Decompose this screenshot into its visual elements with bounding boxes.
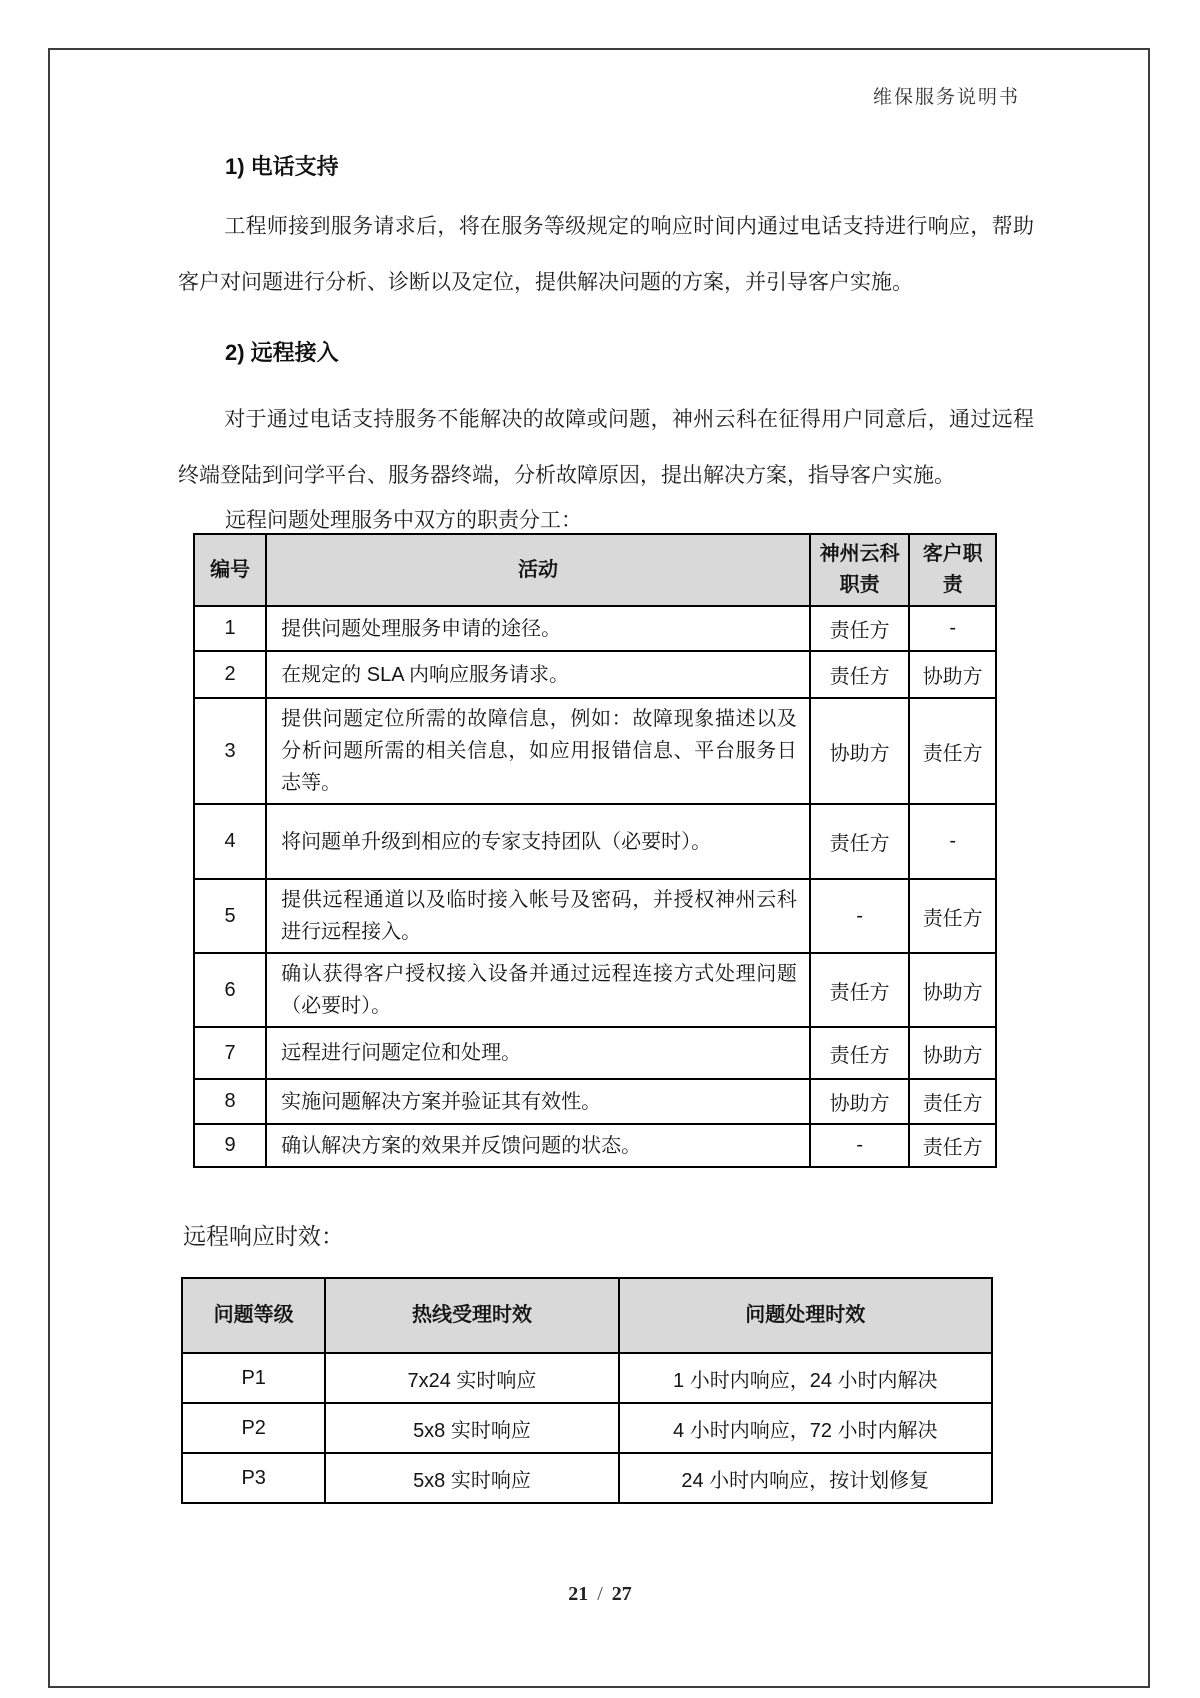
handling-time-cell: 24 小时内响应，按计划修复	[619, 1453, 992, 1503]
table-row	[182, 1403, 992, 1453]
row-number-cell: 1	[194, 606, 266, 651]
sla-header-cell: 问题处理时效	[619, 1278, 992, 1353]
sla-header-cell: 热线受理时效	[325, 1278, 618, 1353]
current-page-number: 21	[568, 1583, 589, 1605]
customer-role-cell: 协助方	[909, 1027, 996, 1079]
sla-table-body	[182, 1353, 992, 1503]
hotline-response-cell: 7x24 实时响应	[325, 1353, 618, 1403]
table-row	[182, 1453, 992, 1503]
responsibility-header-cell: 神州云科职责	[810, 534, 909, 606]
row-number-cell: 9	[194, 1124, 266, 1167]
handling-time-cell: 1 小时内响应，24 小时内解决	[619, 1353, 992, 1403]
row-number-cell: 2	[194, 651, 266, 698]
responsibility-header-cell: 活动	[266, 534, 810, 606]
table-row	[194, 1124, 996, 1167]
vendor-role-cell: 协助方	[810, 1079, 909, 1124]
responsibility-table-intro: 远程问题处理服务中双方的职责分工：	[225, 509, 582, 532]
vendor-role-cell: 责任方	[810, 651, 909, 698]
activity-cell: 确认解决方案的效果并反馈问题的状态。	[266, 1124, 810, 1167]
row-number-cell: 7	[194, 1027, 266, 1079]
table-row	[194, 1027, 996, 1079]
row-number-cell: 8	[194, 1079, 266, 1124]
table-row	[194, 953, 996, 1027]
vendor-role-cell: 责任方	[810, 606, 909, 651]
customer-role-cell: 责任方	[909, 1079, 996, 1124]
problem-level-cell: P2	[182, 1403, 325, 1453]
paragraph-remote-access: 对于通过电话支持服务不能解决的故障或问题，神州云科在征得用户同意后，通过远程终端登陆到问学平台、服务器终端，分析故障原因，提出解决方案，指导客户实施。	[178, 408, 1034, 487]
vendor-role-cell: 协助方	[810, 698, 909, 804]
table-row	[182, 1353, 992, 1403]
table-row	[194, 651, 996, 698]
vendor-role-cell: 责任方	[810, 1027, 909, 1079]
responsibility-header-cell: 客户职责	[909, 534, 996, 606]
customer-role-cell: 责任方	[909, 698, 996, 804]
paragraph-phone-support: 工程师接到服务请求后，将在服务等级规定的响应时间内通过电话支持进行响应，帮助客户对问题进行分析、诊断以及定位，提供解决问题的方案，并引导客户实施。	[178, 215, 1034, 294]
activity-cell: 提供问题处理服务申请的途径。	[266, 606, 810, 651]
sla-header-row	[182, 1278, 992, 1353]
page-number-separator: /	[597, 1583, 603, 1605]
activity-cell: 在规定的 SLA 内响应服务请求。	[266, 651, 810, 698]
activity-cell: 提供问题定位所需的故障信息，例如：故障现象描述以及分析问题所需的相关信息，如应用报错信息、平台服务日志等。	[266, 698, 810, 804]
activity-cell: 实施问题解决方案并验证其有效性。	[266, 1079, 810, 1124]
activity-cell: 确认获得客户授权接入设备并通过远程连接方式处理问题（必要时）。	[266, 953, 810, 1027]
total-page-number: 27	[611, 1583, 632, 1605]
section-heading-phone-support: 1) 电话支持	[225, 154, 339, 179]
table-row	[194, 698, 996, 804]
table-row	[194, 804, 996, 879]
sla-table	[181, 1277, 993, 1504]
hotline-response-cell: 5x8 实时响应	[325, 1453, 618, 1503]
problem-level-cell: P1	[182, 1353, 325, 1403]
vendor-role-cell: -	[810, 879, 909, 953]
row-number-cell: 3	[194, 698, 266, 804]
hotline-response-cell: 5x8 实时响应	[325, 1403, 618, 1453]
handling-time-cell: 4 小时内响应，72 小时内解决	[619, 1403, 992, 1453]
sla-table-header	[182, 1278, 992, 1353]
customer-role-cell: 协助方	[909, 651, 996, 698]
customer-role-cell: -	[909, 804, 996, 879]
page-number	[0, 1583, 1200, 1606]
customer-role-cell: 责任方	[909, 879, 996, 953]
row-number-cell: 6	[194, 953, 266, 1027]
document-header-title: 维保服务说明书	[872, 87, 1020, 108]
responsibility-table-body	[194, 606, 996, 1167]
vendor-role-cell: -	[810, 1124, 909, 1167]
table-row	[194, 606, 996, 651]
responsibility-header-cell: 编号	[194, 534, 266, 606]
responsibility-table	[193, 533, 997, 1168]
vendor-role-cell: 责任方	[810, 953, 909, 1027]
row-number-cell: 5	[194, 879, 266, 953]
activity-cell: 远程进行问题定位和处理。	[266, 1027, 810, 1079]
table-row	[194, 1079, 996, 1124]
activity-cell: 提供远程通道以及临时接入帐号及密码，并授权神州云科进行远程接入。	[266, 879, 810, 953]
customer-role-cell: 责任方	[909, 1124, 996, 1167]
customer-role-cell: -	[909, 606, 996, 651]
responsibility-header-row	[194, 534, 996, 606]
responsibility-table-header	[194, 534, 996, 606]
sla-header-cell: 问题等级	[182, 1278, 325, 1353]
row-number-cell: 4	[194, 804, 266, 879]
customer-role-cell: 协助方	[909, 953, 996, 1027]
sla-table-label: 远程响应时效：	[183, 1223, 344, 1249]
vendor-role-cell: 责任方	[810, 804, 909, 879]
activity-cell: 将问题单升级到相应的专家支持团队（必要时）。	[266, 804, 810, 879]
section-heading-remote-access: 2) 远程接入	[225, 340, 339, 365]
problem-level-cell: P3	[182, 1453, 325, 1503]
table-row	[194, 879, 996, 953]
